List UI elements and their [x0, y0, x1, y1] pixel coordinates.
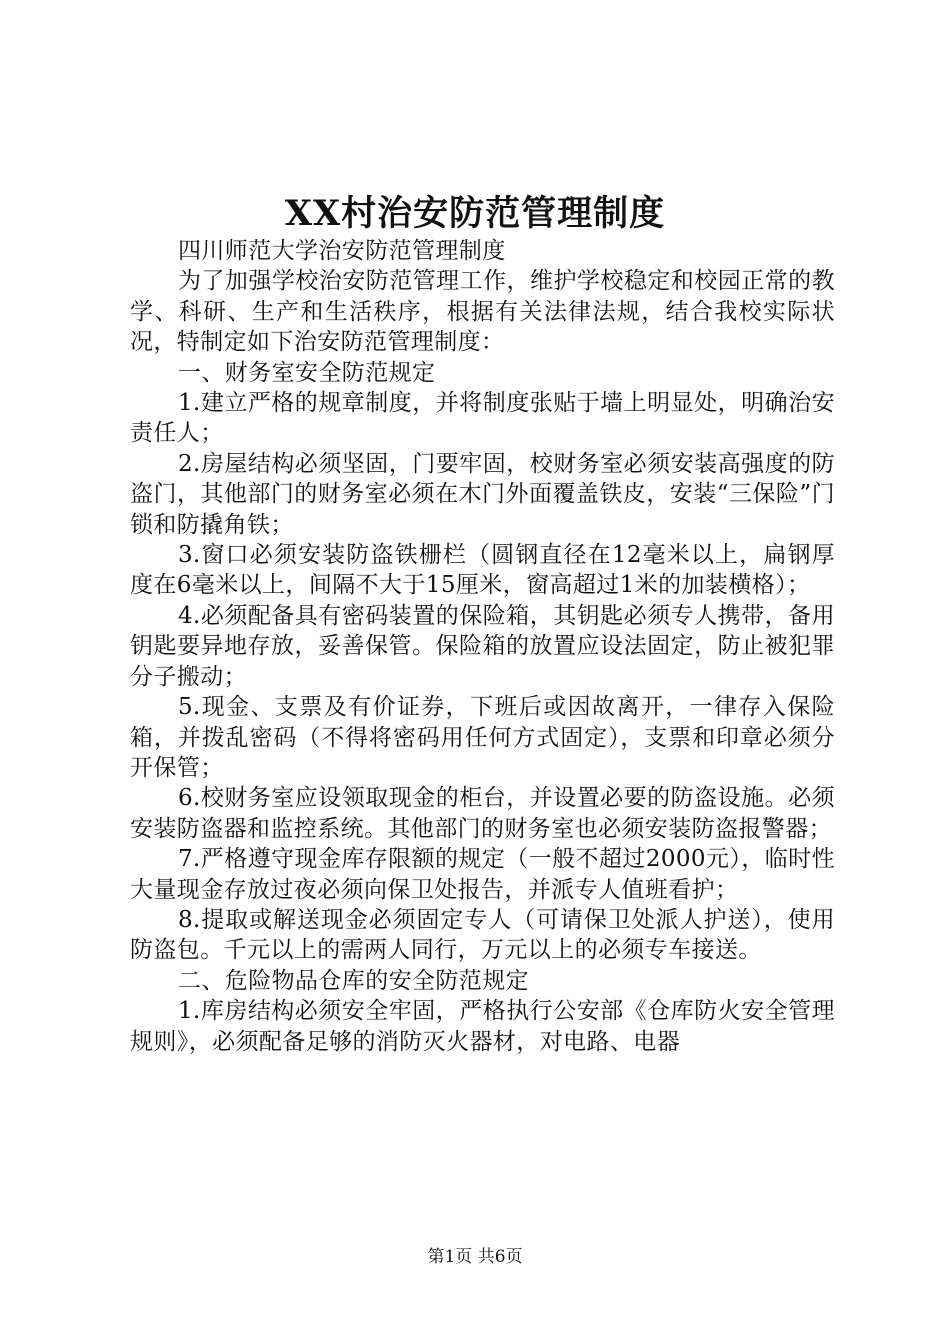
paragraph: 7.严格遵守现金库存限额的规定（一般不超过2000元），临时性大量现金存放过夜必须向保卫处报告，并派专人值班看护；	[130, 846, 835, 903]
paragraph: 8.提取或解送现金必须固定专人（可请保卫处派人护送），使用防盗包。千元以上的需两人同行，万元以上的必须专车接送。	[130, 906, 835, 964]
page-footer: 第1页 共6页	[427, 1247, 523, 1267]
paragraph: 1.库房结构必须安全牢固，严格执行公安部《仓库防火安全管理规则》，必须配备足够的消防灭火器材，对电路、电器	[130, 998, 835, 1055]
section-heading: 一、财务室安全防范规定	[178, 359, 436, 386]
paragraph: 为了加强学校治安防范管理工作，维护学校稳定和校园正常的教学、科研、生产和生活秩序，根据有关法律法规，结合我校实际状况，特制定如下治安防范管理制度：	[130, 268, 835, 356]
section-heading: 二、危险物品仓库的安全防范规定	[178, 967, 529, 994]
paragraph: 2.房屋结构必须坚固，门要牢固，校财务室必须安装高强度的防盗门，其他部门的财务室必须在木门外面覆盖铁皮，安装“三保险”门锁和防撬角铁；	[130, 450, 835, 538]
paragraph: 5.现金、支票及有价证券，下班后或因故离开，一律存入保险箱，并拨乱密码（不得将密码用任何方式固定），支票和印章必须分开保管；	[130, 694, 835, 781]
paragraph: 3.窗口必须安装防盗铁栅栏（圆钢直径在12毫米以上，扁钢厚度在6毫米以上，间隔不大于15厘米，窗高超过1米的加装横格）；	[130, 542, 835, 599]
paragraph: 四川师范大学治安防范管理制度	[178, 238, 506, 264]
paragraph: 4.必须配备具有密码装置的保险箱，其钥匙必须专人携带，备用钥匙要异地存放，妥善保管。保险箱的放置应设法固定，防止被犯罪分子搬动；	[130, 602, 835, 690]
paragraph: 6.校财务室应设领取现金的柜台，并设置必要的防盗设施。必须安装防盗器和监控系统。其他部门的财务室也必须安装防盗报警器；	[130, 785, 835, 842]
paragraph: 1.建立严格的规章制度，并将制度张贴于墙上明显处，明确治安责任人；	[130, 390, 835, 447]
document-body	[130, 236, 835, 1057]
document-title: XX村治安防范管理制度	[284, 193, 666, 234]
